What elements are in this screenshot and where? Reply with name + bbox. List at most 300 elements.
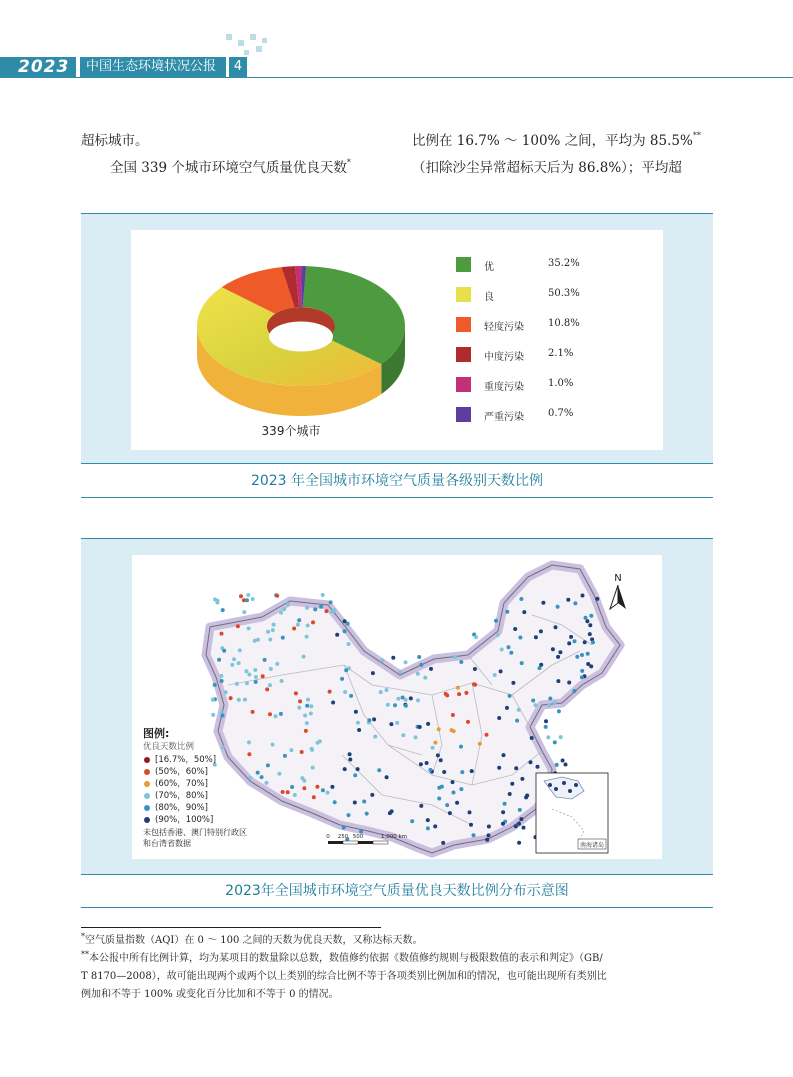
city-dot: [356, 721, 360, 725]
city-dot: [472, 833, 476, 837]
city-dot: [518, 636, 522, 640]
city-dot: [297, 618, 301, 622]
city-dot: [433, 824, 437, 828]
city-dot: [569, 635, 573, 639]
map-legend-label: (90%，100%]: [155, 815, 214, 825]
city-dot: [418, 725, 422, 729]
city-dot: [509, 651, 513, 655]
page-number: 4: [229, 57, 247, 77]
city-dot: [585, 619, 589, 623]
city-dot: [556, 605, 560, 609]
city-dot: [305, 635, 309, 639]
city-dot: [395, 721, 399, 725]
city-dot: [279, 712, 283, 716]
map-legend-item: [143, 802, 303, 814]
scale-bar: [328, 841, 388, 844]
city-dot: [229, 696, 233, 700]
city-dot: [589, 664, 593, 668]
footnote-rule: [81, 927, 381, 928]
legend-label: 中度污染: [484, 352, 524, 363]
city-dot: [581, 594, 585, 598]
city-dot: [555, 763, 559, 767]
footnote-2-line2: T 8170—2008），故可能出现两个或两个以上类别的综合比例不等于各项类别比例加和的情况，也可能出现所有类别比: [81, 971, 607, 982]
city-dot: [401, 696, 405, 700]
city-dot: [522, 610, 526, 614]
figure-panel-pie: [81, 213, 713, 463]
city-dot: [321, 593, 325, 597]
city-dot: [215, 601, 219, 605]
city-dot: [353, 773, 357, 777]
city-dot: [268, 638, 272, 642]
city-dot: [362, 800, 366, 804]
city-dot: [580, 653, 584, 657]
city-dot: [561, 759, 565, 763]
city-dot: [419, 804, 423, 808]
city-dot: [247, 626, 251, 630]
city-dot: [575, 655, 579, 659]
city-dot: [517, 708, 521, 712]
city-dot: [213, 683, 217, 687]
city-dot: [423, 676, 427, 680]
city-dot: [311, 766, 315, 770]
city-dot: [556, 679, 560, 683]
map-caption: 2023年全国城市环境空气质量优良天数比例分布示意图: [81, 874, 713, 908]
city-dot: [211, 698, 215, 702]
city-dot: [441, 841, 445, 845]
city-dot: [253, 668, 257, 672]
city-dot: [347, 813, 351, 817]
city-dot: [519, 597, 523, 601]
body-left-line2: [110, 158, 351, 178]
city-dot: [326, 791, 330, 795]
map-legend-label: (70%，80%]: [155, 791, 208, 801]
city-dot: [409, 696, 413, 700]
city-dot: [497, 716, 501, 720]
city-dot: [468, 810, 472, 814]
city-dot: [501, 810, 505, 814]
city-dot: [414, 735, 418, 739]
city-dot: [452, 791, 456, 795]
city-dot: [313, 607, 317, 611]
legend-label: 严重污染: [484, 412, 524, 423]
city-dot: [452, 729, 456, 733]
city-dot: [539, 629, 543, 633]
city-dot: [268, 683, 272, 687]
pie-chart-area: [131, 230, 663, 450]
city-dot: [586, 652, 590, 656]
city-dot: [237, 698, 241, 702]
city-dot: [348, 752, 352, 756]
city-dot: [342, 826, 346, 830]
city-dot: [265, 687, 269, 691]
city-dot: [354, 710, 358, 714]
city-dot: [496, 633, 500, 637]
city-dot: [428, 768, 432, 772]
city-dot: [416, 672, 420, 676]
city-dot: [292, 627, 296, 631]
city-dot: [564, 763, 568, 767]
city-dot: [589, 614, 593, 618]
map-note-line2: 和台湾省数据: [143, 839, 191, 848]
city-dot: [380, 659, 384, 663]
city-dot: [439, 758, 443, 762]
city-dot: [451, 713, 455, 717]
header-rule: [0, 77, 793, 78]
map-legend-dot: [144, 769, 150, 775]
map-legend-item: [143, 778, 303, 790]
city-dot: [514, 824, 518, 828]
city-dot: [298, 699, 302, 703]
city-dot: [371, 671, 375, 675]
city-dot: [236, 624, 240, 628]
city-dot: [459, 745, 463, 749]
inset-label: 南海诸岛: [579, 842, 605, 849]
footnote-1-mark: *: [81, 932, 85, 941]
city-dot: [410, 819, 414, 823]
city-dot: [393, 703, 397, 707]
city-dot: [357, 728, 361, 732]
map-legend-dot: [144, 793, 150, 799]
city-dot: [573, 689, 577, 693]
city-dot: [544, 719, 548, 723]
map-legend-dot: [144, 817, 150, 823]
city-dot: [377, 768, 381, 772]
legend-swatch: [456, 377, 471, 392]
map-legend: [143, 727, 303, 849]
city-dot: [474, 635, 478, 639]
city-dot: [220, 632, 224, 636]
city-dot: [272, 623, 276, 627]
city-dot: [294, 691, 298, 695]
city-dot: [346, 622, 350, 626]
header-title: 中国生态环境状况公报: [80, 57, 226, 77]
city-dot: [429, 667, 433, 671]
scale-tick-500: 500: [352, 834, 364, 840]
city-dot: [426, 818, 430, 822]
legend-swatch: [456, 407, 471, 422]
footnote-2-mark: **: [81, 950, 89, 959]
city-dot: [244, 669, 248, 673]
city-dot: [319, 605, 323, 609]
city-dot: [328, 690, 332, 694]
city-dot: [517, 841, 521, 845]
scale-tick-250: 250: [337, 834, 349, 840]
city-dot: [466, 720, 470, 724]
city-dot: [279, 611, 283, 615]
city-dot: [275, 662, 279, 666]
city-dot: [246, 593, 250, 597]
city-dot: [271, 628, 275, 632]
body-right-line2: （扣除沙尘异常超标天后为 86.8%）；平均超: [412, 160, 682, 176]
city-dot: [353, 801, 357, 805]
city-dot: [524, 795, 528, 799]
footnotes: [81, 932, 713, 1004]
city-dot: [303, 714, 307, 718]
map-note-line1: 未包括香港、澳门特别行政区: [143, 828, 247, 837]
legend-value: 1.0%: [548, 378, 574, 389]
city-dot: [373, 735, 377, 739]
scale-tick-1000: 1,000 km: [380, 834, 408, 840]
city-dot: [251, 597, 255, 601]
city-dot: [426, 826, 430, 830]
city-dot: [266, 630, 270, 634]
body-right-line1: [412, 131, 701, 151]
city-dot: [309, 704, 313, 708]
city-dot: [325, 609, 329, 613]
legend-value: 35.2%: [548, 258, 580, 269]
city-dot: [416, 698, 420, 702]
city-dot: [335, 633, 339, 637]
header-year: 2023: [0, 57, 76, 77]
city-dot: [444, 692, 448, 696]
city-dot: [280, 679, 284, 683]
city-dot: [588, 632, 592, 636]
footnote-ref: **: [692, 131, 701, 140]
city-dot: [245, 598, 249, 602]
city-dot: [505, 706, 509, 710]
city-dot: [473, 667, 477, 671]
legend-value: 2.1%: [548, 348, 574, 359]
city-dot: [445, 803, 449, 807]
pie-caption: 2023 年全国城市环境空气质量各级别天数比例: [81, 463, 713, 498]
city-dot: [230, 663, 234, 667]
city-dot: [494, 619, 498, 623]
city-dot: [221, 608, 225, 612]
city-dot: [220, 679, 224, 683]
city-dot: [343, 629, 347, 633]
city-dot: [269, 667, 273, 671]
city-dot: [457, 692, 461, 696]
city-dot: [224, 690, 228, 694]
city-dot: [442, 770, 446, 774]
city-dot: [253, 639, 257, 643]
legend-value: 10.8%: [548, 318, 580, 329]
city-dot: [232, 657, 236, 661]
city-dot: [437, 727, 441, 731]
city-dot: [485, 838, 489, 842]
city-dot: [530, 736, 534, 740]
city-dot: [330, 785, 334, 789]
body-left-line1: 超标城市。: [81, 133, 149, 149]
city-dot: [365, 812, 369, 816]
city-dot: [534, 635, 538, 639]
city-dot: [297, 706, 301, 710]
city-dot: [275, 594, 279, 598]
city-dot: [329, 600, 333, 604]
city-dot: [566, 598, 570, 602]
city-dot: [251, 710, 255, 714]
city-dot: [254, 680, 258, 684]
city-dot: [514, 766, 518, 770]
decor-pixel: [238, 40, 244, 46]
city-dot: [544, 725, 548, 729]
city-dot: [556, 655, 560, 659]
city-dot: [437, 797, 441, 801]
map-legend-item: [143, 790, 303, 802]
pie-chart: [131, 230, 663, 450]
pie-hole: [269, 322, 333, 352]
city-dot: [464, 691, 468, 695]
city-dot: [316, 741, 320, 745]
city-dot: [286, 602, 290, 606]
city-dot: [385, 775, 389, 779]
city-dot: [359, 830, 363, 834]
city-dot: [551, 647, 555, 651]
north-arrow-fill: [618, 585, 626, 609]
decor-pixel: [262, 38, 267, 43]
city-dot: [546, 735, 550, 739]
city-dot: [580, 669, 584, 673]
footnote-2-line1: 本公报中所有比例计算，均为某项目的数量除以总数，数值修约依据《数值修约规则与极限数值的表示和判定》（GB/: [89, 953, 603, 964]
city-dot: [487, 825, 491, 829]
city-dot: [401, 733, 405, 737]
scale-tick-0: 0: [326, 834, 330, 840]
map-legend-label: (50%，60%]: [155, 767, 208, 777]
city-dot: [510, 782, 514, 786]
city-dot: [584, 616, 588, 620]
city-dot: [331, 701, 335, 705]
map-legend-item: [143, 814, 303, 826]
figure-panel-map: [81, 538, 713, 874]
city-dot: [311, 620, 315, 624]
city-dot: [455, 801, 459, 805]
city-dot: [367, 718, 371, 722]
city-dot: [501, 822, 505, 826]
footnote-1-text: 空气质量指数（AQI）在 0 ～ 100 之间的天数为优良天数，又称达标天数。: [85, 935, 423, 946]
city-dot: [431, 746, 435, 750]
pie-center-label: 339个城市: [261, 424, 321, 438]
legend-label: 优: [484, 262, 494, 273]
city-dot: [453, 655, 457, 659]
legend-swatch: [456, 257, 471, 272]
city-dot: [478, 742, 482, 746]
city-dot: [245, 681, 249, 685]
city-dot: [261, 674, 265, 678]
city-dot: [520, 777, 524, 781]
city-dot: [349, 694, 353, 698]
city-dot: [304, 729, 308, 733]
map-legend-title: 图例:: [143, 727, 170, 740]
legend-value: 0.7%: [548, 408, 574, 419]
city-dot: [417, 655, 421, 659]
city-dot: [508, 792, 512, 796]
city-dot: [493, 673, 497, 677]
city-dot: [548, 697, 552, 701]
city-dot: [385, 688, 389, 692]
decor-pixel: [256, 46, 262, 52]
city-dot: [348, 758, 352, 762]
map-legend-subtitle: 优良天数比例: [143, 742, 195, 752]
city-dot: [511, 681, 515, 685]
map-legend-label: [16.7%，50%]: [155, 755, 217, 765]
city-dot: [221, 714, 225, 718]
city-dot: [515, 719, 519, 723]
map-legend-items: [143, 754, 303, 826]
city-dot: [539, 663, 543, 667]
city-dot: [470, 769, 474, 773]
city-dot: [263, 658, 267, 662]
body-right-line1-text: 比例在 16.7% ～ 100% 之间，平均为 85.5%: [412, 133, 693, 149]
city-dot: [553, 701, 557, 705]
decor-pixel: [250, 34, 256, 40]
city-dot: [473, 683, 477, 687]
city-dot: [433, 741, 437, 745]
city-dot: [305, 704, 309, 708]
city-dot: [312, 795, 316, 799]
decor-pixel: [244, 50, 249, 55]
city-dot: [518, 808, 522, 812]
city-dot: [485, 733, 489, 737]
map-legend-item: [143, 754, 303, 766]
city-dot: [389, 722, 393, 726]
city-dot: [247, 673, 251, 677]
city-dot: [456, 686, 460, 690]
city-dot: [315, 785, 319, 789]
city-dot: [347, 642, 351, 646]
city-dot: [559, 735, 563, 739]
city-dot: [282, 607, 286, 611]
city-dot: [419, 762, 423, 766]
city-dot: [211, 713, 215, 717]
city-dot: [469, 823, 473, 827]
city-dot: [302, 655, 306, 659]
city-dot: [321, 788, 325, 792]
city-dot: [529, 760, 533, 764]
city-dot: [302, 786, 306, 790]
legend-value: 50.3%: [548, 288, 580, 299]
city-dot: [390, 809, 394, 813]
page-header: [0, 52, 793, 78]
north-arrow-icon: [610, 585, 618, 609]
map-legend-dot: [144, 757, 150, 763]
city-dot: [404, 660, 408, 664]
city-dot: [573, 639, 577, 643]
city-dot: [588, 623, 592, 627]
city-dot: [343, 690, 347, 694]
city-dot: [541, 601, 545, 605]
city-dot: [396, 697, 400, 701]
city-dot: [558, 650, 562, 654]
map-legend-label: (60%，70%]: [155, 779, 208, 789]
city-dot: [573, 601, 577, 605]
city-dot: [513, 627, 517, 631]
city-dot: [557, 709, 561, 713]
city-dot: [222, 649, 226, 653]
city-dot: [517, 822, 521, 826]
city-dot: [309, 712, 313, 716]
city-dot: [306, 624, 310, 628]
legend-label: 重度污染: [484, 382, 524, 393]
city-dot: [451, 780, 455, 784]
city-dot: [503, 802, 507, 806]
city-dot: [502, 753, 506, 757]
city-dot: [254, 675, 258, 679]
map-legend-dot: [144, 781, 150, 787]
legend-label: 良: [484, 292, 494, 303]
city-dot: [268, 712, 272, 716]
city-dot: [372, 717, 376, 721]
city-dot: [370, 793, 374, 797]
city-dot: [591, 640, 595, 644]
city-dot: [520, 661, 524, 665]
footnote-2: [81, 950, 713, 968]
city-dot: [583, 640, 587, 644]
city-dot: [281, 636, 285, 640]
city-dot: [238, 648, 242, 652]
city-dot: [274, 714, 278, 718]
city-dot: [391, 656, 395, 660]
city-dot: [459, 660, 463, 664]
